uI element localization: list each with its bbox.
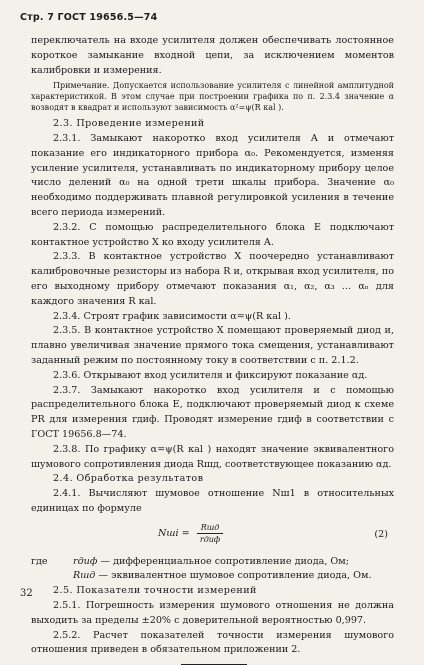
definition-symbol: rдиф (73, 555, 98, 567)
paragraph: 2.3.4. Строят график зависимости α=ψ(R кal ). (53, 310, 291, 322)
paragraph: переключатель на входе усилителя должен обеспечивать лостоянное короткое замыкание входной цепи, за исключением моментов калибровки и измерения. (31, 35, 394, 76)
section-heading: 2.3. Проведение измерений (53, 118, 205, 130)
page-number: 32 (20, 588, 33, 599)
definition (31, 555, 394, 570)
section-heading: 2.5. Показатели точности измерений (53, 585, 257, 597)
formula-numerator: Rшд (197, 522, 224, 534)
paragraph: 2.3.3. В контактное устройство X поочередно устанавливают калибровочные резисторы из набора R и, открывая вход усилителя, по его выходному прибору отмечают показания α₁, α₂, α₃ … αₙ для каждого значения R кal. (31, 251, 394, 307)
paragraph: 2.3.2. С помощью распределительного блока E подключают контактное устройство X ко входу усилителя A. (31, 221, 394, 248)
paragraph: 2.3.8. По графику α=ψ(R кal ) находят значение эквивалентного шумового сопротивления диода Rшд, соответствующее показанию αд. (31, 443, 394, 470)
formula-lhs: Nшi = (158, 527, 190, 539)
paragraph: 2.4.1. Вычисляют шумовое отношение Nш1 в относительных единицах по формуле (31, 488, 394, 514)
formula-fraction (197, 522, 224, 545)
paragraph: 2.3.7. Замыкают накоротко вход усилителя и с помощью распределительного блока E, подключают проверяемый диод к схеме PR для измерения rдиф. Проводят измерение rдиф в соответствии с ГОСТ 19656.8—74. (31, 384, 394, 440)
note: Примечание. Допускается использование усилителя с линейной амплитудной характеристикой. В этом случае при построении графика по п. 2.3.4 значение α возводят в квадрат и используют зависимость α²=ψ(R кal ). (31, 81, 394, 112)
formula-denominator: rдиф (199, 534, 221, 544)
paragraph: 2.5.2. Расчет показателей точности измерения шумового отношения приведен в обязательном приложении 2. (31, 629, 394, 656)
definition-symbol: Rшд (73, 570, 96, 582)
equation-number: (2) (374, 528, 388, 540)
paragraph: 2.3.5. В контактное устройство X помещают проверяемый диод и, плавно увеличивая значение прямого тока смещения, устанавливают заданный режим по постоянному току в соответствии с п. 2.1.2. (31, 325, 394, 366)
paragraph: 2.3.1. Замыкают накоротко вход усилителя A и отмечают показание его индикаторного прибора α₀. Рекомендуется, изменяя усиление усилителя, устанавливать по индикаторному прибору целое число делений α₀ на одной трети шкалы прибора. Значение α₀ необходимо поддерживать плавной регулировкой усиления в течение всего периода измерений. (31, 132, 394, 218)
paragraph: 2.5.1. Погрешность измерения шумового отношения не должна выходить за пределы ±20% с доверительной вероятностью 0,997. (31, 600, 394, 626)
definition-text: — эквивалентное шумовое сопротивление диода, Ом. (98, 570, 372, 582)
paragraph: 2.3.6. Открывают вход усилителя и фиксируют показание αд. (53, 369, 368, 381)
definition (31, 569, 394, 584)
body-text (31, 34, 394, 665)
definition-text: — дифференциальное сопротивление диода, Ом; (100, 555, 349, 567)
where-label: где (31, 555, 48, 567)
formula (31, 519, 394, 553)
page-header: Стр. 7 ГОСТ 19656.5—74 (20, 12, 158, 23)
section-heading: 2.4. Обработка результатов (53, 473, 204, 485)
